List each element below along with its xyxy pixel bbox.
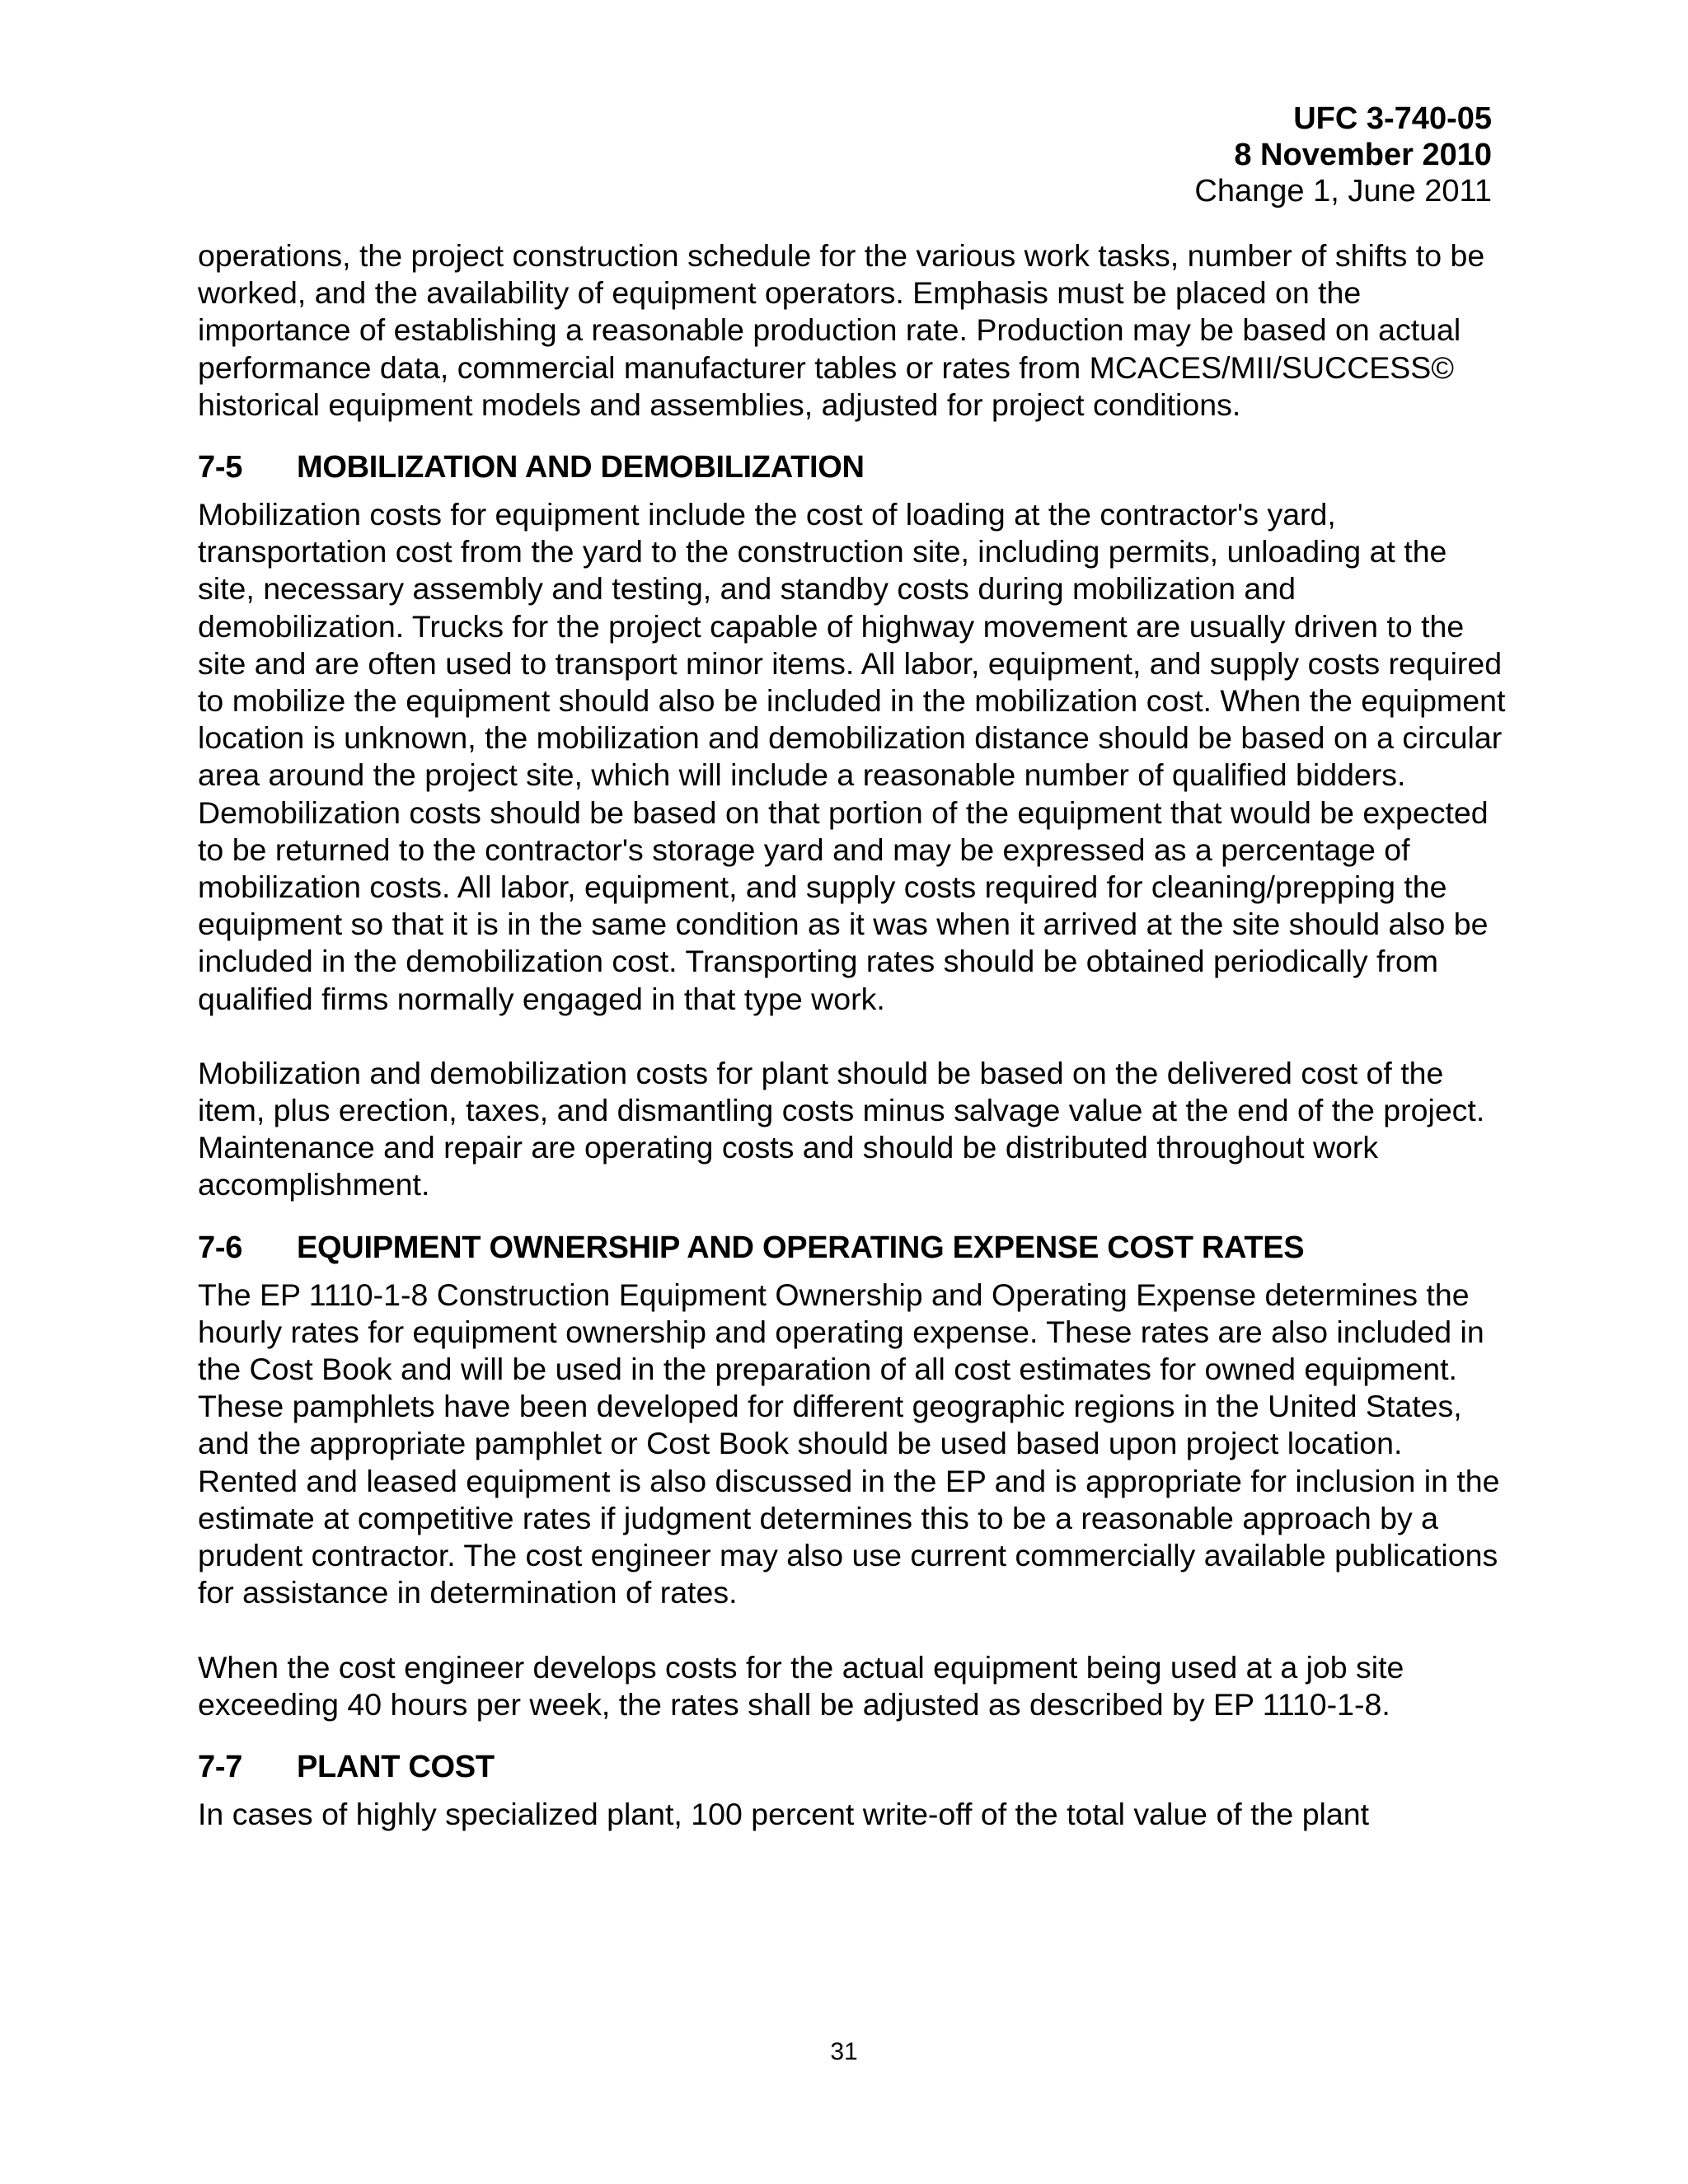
section-7-6-paragraph-2: When the cost engineer develops costs for the actual equipment being used at a job site exceeding 40 hours per week, the rates shall be adjusted as described by EP 1110-1-8. <box>198 1649 1404 1722</box>
document-change-note: Change 1, June 2011 <box>1194 174 1492 209</box>
page-body <box>198 237 1508 1833</box>
section-number: 7-7 <box>198 1749 243 1784</box>
section-7-6-paragraph-1: The EP 1110-1-8 Construction Equipment Ownership and Operating Expense determines the hourly rates for equipment ownership and operating expense. These rates are also included in the Cost Book and will be used in the preparation of all cost estimates for owned equipment. These pamphlets have been developed for different geographic regions in the United States, and the appropriate pamphlet or Cost Book should be used based upon project location. Rented and leased equipment is also discussed in the EP and is appropriate for inclusion in the estimate at competitive rates if judgment determines this to be a reasonable approach by a prudent contractor. The cost engineer may also use current commercially available publications for assistance in determination of rates. <box>198 1277 1500 1610</box>
section-title: EQUIPMENT OWNERSHIP AND OPERATING EXPENSE COST RATES <box>297 1230 1305 1265</box>
section-heading-7-5 <box>198 448 1508 486</box>
section-heading-7-7 <box>198 1748 1508 1786</box>
section-heading-7-6 <box>198 1229 1508 1267</box>
page-number: 31 <box>830 2038 858 2065</box>
section-number: 7-5 <box>198 450 243 485</box>
section-7-7-paragraph-1: In cases of highly specialized plant, 100 percent write-off of the total value of the plant <box>198 1796 1370 1831</box>
section-number: 7-6 <box>198 1230 243 1265</box>
section-7-5-paragraph-2: Mobilization and demobilization costs for plant should be based on the delivered cost of the item, plus erection, taxes, and dismantling costs minus salvage value at the end of the project. Maintenance and repair are operating costs and should be distributed throughout work accomplishment. <box>198 1055 1485 1202</box>
intro-paragraph: operations, the project construction schedule for the various work tasks, number of shifts to be worked, and the availability of equipment operators. Emphasis must be placed on the importance of establishing a reasonable production rate. Production may be based on actual performance data, commercial manufacturer tables or rates from MCACES/MII/SUCCESS© historical equipment models and assemblies, adjusted for project conditions. <box>198 238 1485 422</box>
section-title: PLANT COST <box>297 1749 495 1784</box>
section-title: MOBILIZATION AND DEMOBILIZATION <box>297 450 865 485</box>
document-id: UFC 3-740-05 <box>1293 101 1492 136</box>
document-date: 8 November 2010 <box>1234 138 1492 172</box>
section-7-5-paragraph-1: Mobilization costs for equipment include the cost of loading at the contractor's yard, transportation cost from the yard to the construction site, including permits, unloading at the site, necessary assembly and testing, and standby costs during mobilization and demobilization. Trucks for the project capable of highway movement are usually driven to the site and are often used to transport minor items. All labor, equipment, and supply costs required to mobilize the equipment should also be included in the mobilization cost. When the equipment location is unknown, the mobilization and demobilization distance should be based on a circular area around the project site, which will include a reasonable number of qualified bidders. Demobilization costs should be based on that portion of the equipment that would be expected to be returned to the contractor's storage yard and may be expressed as a percentage of mobilization costs. All labor, equipment, and supply costs required for cleaning/prepping the equipment so that it is in the same condition as it was when it arrived at the site should also be included in the demobilization cost. Transporting rates should be obtained periodically from qualified firms normally engaged in that type work. <box>198 497 1506 1016</box>
page-header <box>1194 101 1492 209</box>
